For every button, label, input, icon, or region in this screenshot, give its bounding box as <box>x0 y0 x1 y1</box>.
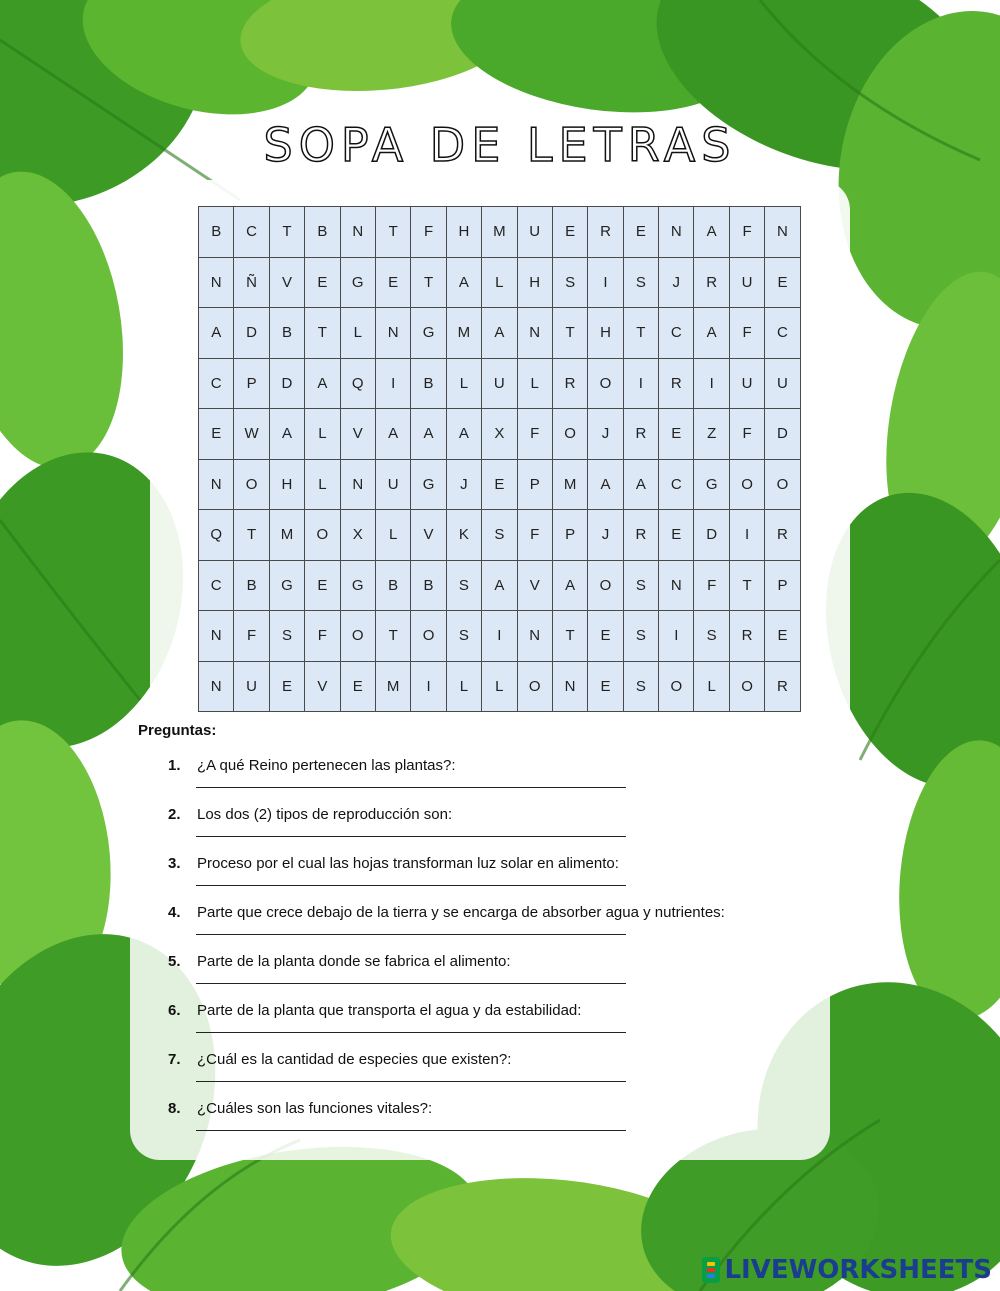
grid-cell[interactable]: O <box>729 459 764 510</box>
grid-row <box>199 409 801 460</box>
grid-cell[interactable]: A <box>588 459 623 510</box>
grid-cell[interactable]: A <box>305 358 340 409</box>
grid-cell[interactable]: N <box>199 459 234 510</box>
grid-cell[interactable]: T <box>623 308 658 359</box>
grid-cell[interactable]: L <box>694 661 729 712</box>
grid-cell[interactable]: E <box>305 560 340 611</box>
grid-cell[interactable]: P <box>517 459 552 510</box>
grid-cell[interactable]: M <box>269 510 304 561</box>
grid-cell[interactable]: C <box>234 207 269 258</box>
question-item <box>138 1100 818 1149</box>
grid-cell[interactable]: I <box>375 358 410 409</box>
answer-line[interactable] <box>196 1032 626 1033</box>
grid-cell[interactable]: N <box>199 611 234 662</box>
grid-cell[interactable]: Q <box>340 358 375 409</box>
grid-cell[interactable]: O <box>765 459 800 510</box>
grid-cell[interactable]: R <box>588 207 623 258</box>
grid-cell[interactable]: S <box>623 661 658 712</box>
grid-cell[interactable]: L <box>446 661 481 712</box>
question-text: Parte de la planta que transporta el agua y da estabilidad: <box>197 1002 582 1019</box>
grid-cell[interactable]: E <box>305 257 340 308</box>
grid-cell[interactable]: H <box>446 207 481 258</box>
grid-cell[interactable]: E <box>552 207 587 258</box>
grid-cell[interactable]: F <box>517 409 552 460</box>
grid-cell[interactable]: L <box>446 358 481 409</box>
grid-cell[interactable]: S <box>482 510 517 561</box>
grid-cell[interactable]: D <box>269 358 304 409</box>
question-text: ¿Cuál es la cantidad de especies que existen?: <box>197 1051 512 1068</box>
grid-cell[interactable]: L <box>482 661 517 712</box>
grid-cell[interactable]: N <box>517 611 552 662</box>
grid-cell[interactable]: C <box>659 308 694 359</box>
grid-cell[interactable]: D <box>765 409 800 460</box>
grid-cell[interactable]: N <box>765 207 800 258</box>
grid-cell[interactable]: V <box>517 560 552 611</box>
grid-row <box>199 661 801 712</box>
answer-line[interactable] <box>196 934 626 935</box>
grid-cell[interactable]: B <box>411 358 446 409</box>
logo-badge-icon <box>702 1257 720 1283</box>
grid-cell[interactable]: P <box>552 510 587 561</box>
question-text: ¿A qué Reino pertenecen las plantas?: <box>197 757 456 774</box>
answer-line[interactable] <box>196 885 626 886</box>
grid-cell[interactable]: F <box>729 207 764 258</box>
grid-cell[interactable]: N <box>375 308 410 359</box>
grid-cell[interactable]: O <box>729 661 764 712</box>
grid-cell[interactable]: T <box>375 207 410 258</box>
grid-cell[interactable]: B <box>269 308 304 359</box>
question-text: ¿Cuáles son las funciones vitales?: <box>197 1100 433 1117</box>
grid-cell[interactable]: D <box>234 308 269 359</box>
grid-cell[interactable]: N <box>340 459 375 510</box>
grid-cell[interactable]: S <box>623 257 658 308</box>
grid-cell[interactable]: F <box>234 611 269 662</box>
grid-cell[interactable]: L <box>517 358 552 409</box>
question-text: Proceso por el cual las hojas transforman luz solar en alimento: <box>197 855 619 872</box>
grid-cell[interactable]: E <box>588 611 623 662</box>
grid-cell[interactable]: N <box>340 207 375 258</box>
questions-section <box>138 722 818 1149</box>
page-title: SOPA DE LETRAS <box>263 118 737 172</box>
grid-cell[interactable]: N <box>659 560 694 611</box>
grid-cell[interactable]: E <box>340 661 375 712</box>
grid-cell[interactable]: E <box>659 409 694 460</box>
grid-cell[interactable]: C <box>659 459 694 510</box>
question-text: Parte de la planta donde se fabrica el alimento: <box>197 953 511 970</box>
grid-row <box>199 257 801 308</box>
grid-cell[interactable]: V <box>411 510 446 561</box>
question-item <box>138 855 818 904</box>
grid-cell[interactable]: J <box>659 257 694 308</box>
answer-line[interactable] <box>196 787 626 788</box>
grid-cell[interactable]: F <box>694 560 729 611</box>
grid-cell[interactable]: V <box>340 409 375 460</box>
question-number: 8. <box>168 1100 181 1117</box>
grid-cell[interactable]: G <box>269 560 304 611</box>
grid-cell[interactable]: M <box>482 207 517 258</box>
grid-cell[interactable]: A <box>694 308 729 359</box>
grid-cell[interactable]: G <box>340 257 375 308</box>
grid-cell[interactable]: J <box>446 459 481 510</box>
question-item <box>138 806 818 855</box>
grid-cell[interactable]: T <box>305 308 340 359</box>
grid-cell[interactable]: E <box>659 510 694 561</box>
grid-cell[interactable]: G <box>411 308 446 359</box>
grid-cell[interactable]: E <box>765 257 800 308</box>
grid-cell[interactable]: S <box>623 611 658 662</box>
grid-cell[interactable]: E <box>765 611 800 662</box>
grid-cell[interactable]: T <box>234 510 269 561</box>
question-text: Parte que crece debajo de la tierra y se encarga de absorber agua y nutrientes: <box>197 904 725 921</box>
grid-cell[interactable]: I <box>623 358 658 409</box>
grid-cell[interactable]: A <box>411 409 446 460</box>
grid-cell[interactable]: K <box>446 510 481 561</box>
answer-line[interactable] <box>196 983 626 984</box>
grid-cell[interactable]: L <box>340 308 375 359</box>
grid-cell[interactable]: S <box>623 560 658 611</box>
grid-row <box>199 510 801 561</box>
grid-cell[interactable]: B <box>199 207 234 258</box>
grid-cell[interactable]: O <box>588 358 623 409</box>
question-item <box>138 1051 818 1100</box>
grid-cell[interactable]: B <box>375 560 410 611</box>
grid-cell[interactable]: S <box>269 611 304 662</box>
grid-cell[interactable]: I <box>411 661 446 712</box>
liveworksheets-logo <box>702 1255 992 1285</box>
grid-row <box>199 308 801 359</box>
answer-line[interactable] <box>196 1081 626 1082</box>
grid-row <box>199 611 801 662</box>
grid-cell[interactable]: U <box>375 459 410 510</box>
grid-cell[interactable]: A <box>446 257 481 308</box>
grid-cell[interactable]: I <box>694 358 729 409</box>
grid-cell[interactable]: R <box>694 257 729 308</box>
grid-cell[interactable]: H <box>269 459 304 510</box>
question-number: 5. <box>168 953 181 970</box>
grid-cell[interactable]: L <box>375 510 410 561</box>
grid-cell[interactable]: I <box>482 611 517 662</box>
grid-cell[interactable]: A <box>694 207 729 258</box>
grid-cell[interactable]: F <box>305 611 340 662</box>
grid-cell[interactable]: T <box>269 207 304 258</box>
grid-cell[interactable]: A <box>552 560 587 611</box>
grid-cell[interactable]: R <box>623 409 658 460</box>
grid-cell[interactable]: X <box>482 409 517 460</box>
grid-cell[interactable]: G <box>411 459 446 510</box>
grid-cell[interactable]: C <box>765 308 800 359</box>
grid-cell[interactable]: V <box>269 257 304 308</box>
grid-cell[interactable]: D <box>694 510 729 561</box>
grid-cell[interactable]: M <box>375 661 410 712</box>
grid-cell[interactable]: L <box>305 459 340 510</box>
grid-row <box>199 207 801 258</box>
grid-cell[interactable]: Ñ <box>234 257 269 308</box>
grid-cell[interactable]: R <box>623 510 658 561</box>
grid-cell[interactable]: M <box>552 459 587 510</box>
answer-line[interactable] <box>196 836 626 837</box>
grid-cell[interactable]: F <box>517 510 552 561</box>
grid-cell[interactable]: F <box>729 409 764 460</box>
grid-cell[interactable]: L <box>305 409 340 460</box>
grid-cell[interactable]: U <box>765 358 800 409</box>
question-text: Los dos (2) tipos de reproducción son: <box>197 806 453 823</box>
grid-cell[interactable]: I <box>659 611 694 662</box>
grid-cell[interactable]: L <box>482 257 517 308</box>
grid-cell[interactable]: S <box>552 257 587 308</box>
grid-cell[interactable]: N <box>552 661 587 712</box>
grid-cell[interactable]: A <box>199 308 234 359</box>
grid-cell[interactable]: T <box>729 560 764 611</box>
question-number: 4. <box>168 904 181 921</box>
grid-cell[interactable]: R <box>552 358 587 409</box>
grid-cell[interactable]: B <box>411 560 446 611</box>
grid-cell[interactable]: E <box>269 661 304 712</box>
grid-cell[interactable]: A <box>446 409 481 460</box>
grid-cell[interactable]: O <box>552 409 587 460</box>
question-number: 3. <box>168 855 181 872</box>
grid-cell[interactable]: U <box>517 207 552 258</box>
question-number: 1. <box>168 757 181 774</box>
grid-cell[interactable]: S <box>446 611 481 662</box>
grid-cell[interactable]: Q <box>199 510 234 561</box>
grid-cell[interactable]: O <box>588 560 623 611</box>
grid-cell[interactable]: O <box>340 611 375 662</box>
grid-row <box>199 459 801 510</box>
question-item <box>138 904 818 953</box>
grid-cell[interactable]: X <box>340 510 375 561</box>
grid-cell[interactable]: S <box>694 611 729 662</box>
grid-cell[interactable]: B <box>234 560 269 611</box>
grid-cell[interactable]: A <box>482 560 517 611</box>
grid-cell[interactable]: T <box>411 257 446 308</box>
grid-cell[interactable]: I <box>588 257 623 308</box>
grid-cell[interactable]: T <box>552 611 587 662</box>
question-item <box>138 757 818 806</box>
grid-cell[interactable]: E <box>623 207 658 258</box>
questions-list <box>138 757 818 1149</box>
question-number: 7. <box>168 1051 181 1068</box>
grid-cell[interactable]: R <box>729 611 764 662</box>
grid-cell[interactable]: E <box>199 409 234 460</box>
grid-cell[interactable]: C <box>199 560 234 611</box>
grid-cell[interactable]: P <box>765 560 800 611</box>
grid-cell[interactable]: J <box>588 510 623 561</box>
grid-cell[interactable]: N <box>199 257 234 308</box>
grid-row <box>199 560 801 611</box>
grid-cell[interactable]: N <box>517 308 552 359</box>
word-search-grid <box>198 206 801 712</box>
grid-cell[interactable]: O <box>234 459 269 510</box>
grid-cell[interactable]: O <box>305 510 340 561</box>
question-item <box>138 953 818 1002</box>
grid-cell[interactable]: B <box>305 207 340 258</box>
grid-row <box>199 358 801 409</box>
grid-cell[interactable]: A <box>623 459 658 510</box>
grid-cell[interactable]: E <box>375 257 410 308</box>
grid-cell[interactable]: H <box>517 257 552 308</box>
grid-cell[interactable]: W <box>234 409 269 460</box>
grid-cell[interactable]: G <box>694 459 729 510</box>
grid-cell[interactable]: V <box>305 661 340 712</box>
grid-cell[interactable]: O <box>411 611 446 662</box>
grid-cell[interactable]: R <box>659 358 694 409</box>
grid-cell[interactable]: Z <box>694 409 729 460</box>
grid-cell[interactable]: U <box>234 661 269 712</box>
grid-cell[interactable]: F <box>411 207 446 258</box>
grid-cell[interactable]: T <box>552 308 587 359</box>
grid-cell[interactable]: E <box>588 661 623 712</box>
grid-cell[interactable]: G <box>340 560 375 611</box>
grid-cell[interactable]: R <box>765 661 800 712</box>
grid-cell[interactable]: M <box>446 308 481 359</box>
question-number: 6. <box>168 1002 181 1019</box>
grid-cell[interactable]: U <box>729 257 764 308</box>
question-item <box>138 1002 818 1051</box>
grid-cell[interactable]: C <box>199 358 234 409</box>
grid-cell[interactable]: J <box>588 409 623 460</box>
brand-name: LIVEWORKSHEETS <box>724 1255 992 1285</box>
grid-cell[interactable]: S <box>446 560 481 611</box>
grid-cell[interactable]: F <box>729 308 764 359</box>
grid-cell[interactable]: O <box>659 661 694 712</box>
grid-cell[interactable]: I <box>729 510 764 561</box>
grid-cell[interactable]: O <box>517 661 552 712</box>
grid-cell[interactable]: N <box>659 207 694 258</box>
grid-cell[interactable]: A <box>269 409 304 460</box>
grid-cell[interactable]: N <box>199 661 234 712</box>
grid-cell[interactable]: P <box>234 358 269 409</box>
questions-heading: Preguntas: <box>138 722 217 739</box>
grid-cell[interactable]: U <box>729 358 764 409</box>
grid-cell[interactable]: H <box>588 308 623 359</box>
answer-line[interactable] <box>196 1130 626 1131</box>
grid-cell[interactable]: U <box>482 358 517 409</box>
grid-cell[interactable]: T <box>375 611 410 662</box>
grid-cell[interactable]: R <box>765 510 800 561</box>
grid-cell[interactable]: E <box>482 459 517 510</box>
grid-cell[interactable]: A <box>482 308 517 359</box>
grid-cell[interactable]: A <box>375 409 410 460</box>
question-number: 2. <box>168 806 181 823</box>
